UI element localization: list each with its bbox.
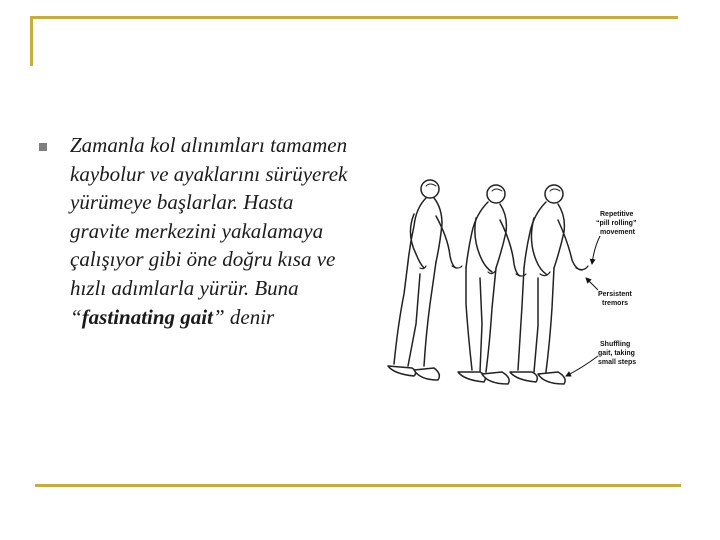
frame-top-line <box>30 16 678 19</box>
frame-bottom-line <box>35 484 681 487</box>
label-repetitive-3: movement <box>600 229 636 236</box>
walking-figure-3 <box>510 185 588 384</box>
bold-term: fastinating gait <box>81 304 213 329</box>
quote-open: “ <box>70 304 82 329</box>
parkinsonian-gait-illustration <box>368 174 658 398</box>
label-persistent-2: tremors <box>602 300 629 307</box>
bullet-square-icon <box>39 143 47 151</box>
arrow-shuffling <box>566 356 598 376</box>
walking-figure-1 <box>388 180 462 380</box>
bullet-text-suffix: denir <box>224 304 275 329</box>
label-shuffling-2: gait, taking <box>598 350 635 357</box>
arrow-tremors <box>586 278 598 290</box>
walking-figure-2 <box>458 185 526 384</box>
quote-close: ” <box>212 304 225 329</box>
bullet-text-main: Zamanla kol alınımları tamamen kaybolur ve ayaklarını sürüyerek yürümeye başlarlar. Hasta gravite merkezini yakalamaya çalışıyor gibi öne doğru kısa ve hızlı adımlarla yürür. Buna <box>70 133 348 300</box>
label-shuffling-3: small steps <box>598 359 637 366</box>
label-repetitive-1: Repetitive <box>600 211 634 218</box>
label-shuffling-1: Shuffling <box>600 341 631 348</box>
frame-left-line <box>30 16 33 66</box>
bullet-text <box>70 131 355 331</box>
arrow-pill-rolling <box>592 236 600 264</box>
label-repetitive-2: “pill rolling” <box>596 220 637 227</box>
label-persistent-1: Persistent <box>598 291 632 298</box>
